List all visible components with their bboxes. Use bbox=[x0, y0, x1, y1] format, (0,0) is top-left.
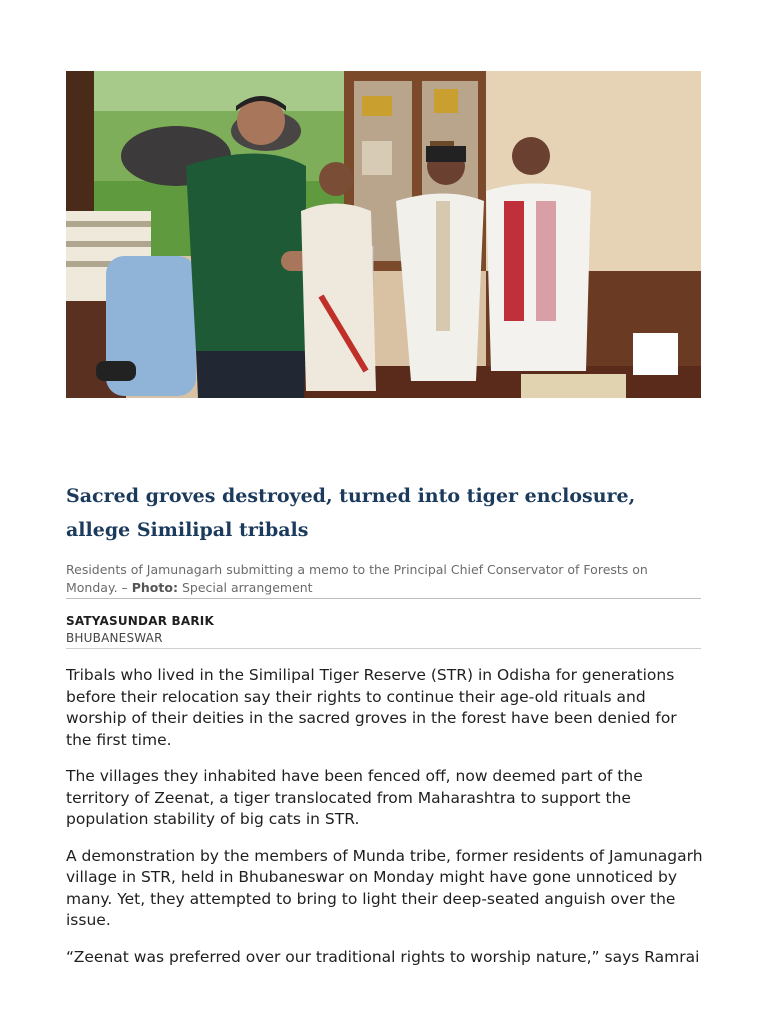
body-paragraph-2: The villages they inhabited have been fenced off, now deemed part of the territory of Zeenat, a tiger translocated from Maharashtra to support the population stability of big cats in STR. bbox=[66, 767, 643, 828]
article-headline: Sacred groves destroyed, turned into tiger enclosure, allege Similipal tribals bbox=[66, 485, 636, 541]
author-name[interactable]: SATYASUNDAR BARIK bbox=[66, 614, 214, 628]
photo-illustration bbox=[66, 71, 701, 398]
article-body bbox=[66, 665, 706, 983]
body-paragraph-3: A demonstration by the members of Munda tribe, former residents of Jamunagarh village in STR, held in Bhubaneswar on Monday might have gone unnoticed by many. Yet, they attempted to bring to light their deep-seated anguish over the issue. bbox=[66, 846, 703, 929]
photo-caption bbox=[66, 561, 701, 599]
article-photo bbox=[66, 71, 701, 398]
photo-credit-label: Photo: bbox=[131, 580, 178, 595]
body-paragraph-4: “Zeenat was preferred over our traditional rights to worship nature,” says Ramrai bbox=[66, 947, 700, 966]
dateline-location: BHUBANESWAR bbox=[66, 631, 163, 645]
caption-text: Residents of Jamunagarh submitting a memo to the Principal Chief Conservator of Forests on Monday. – bbox=[66, 562, 648, 595]
byline bbox=[66, 613, 701, 649]
body-paragraph-1: Tribals who lived in the Similipal Tiger Reserve (STR) in Odisha for generations before their relocation say their rights to continue their age-old rituals and worship of their deities in the sacred groves in the forest have been denied for the first time. bbox=[66, 666, 677, 749]
photo-credit: Special arrangement bbox=[181, 580, 313, 595]
